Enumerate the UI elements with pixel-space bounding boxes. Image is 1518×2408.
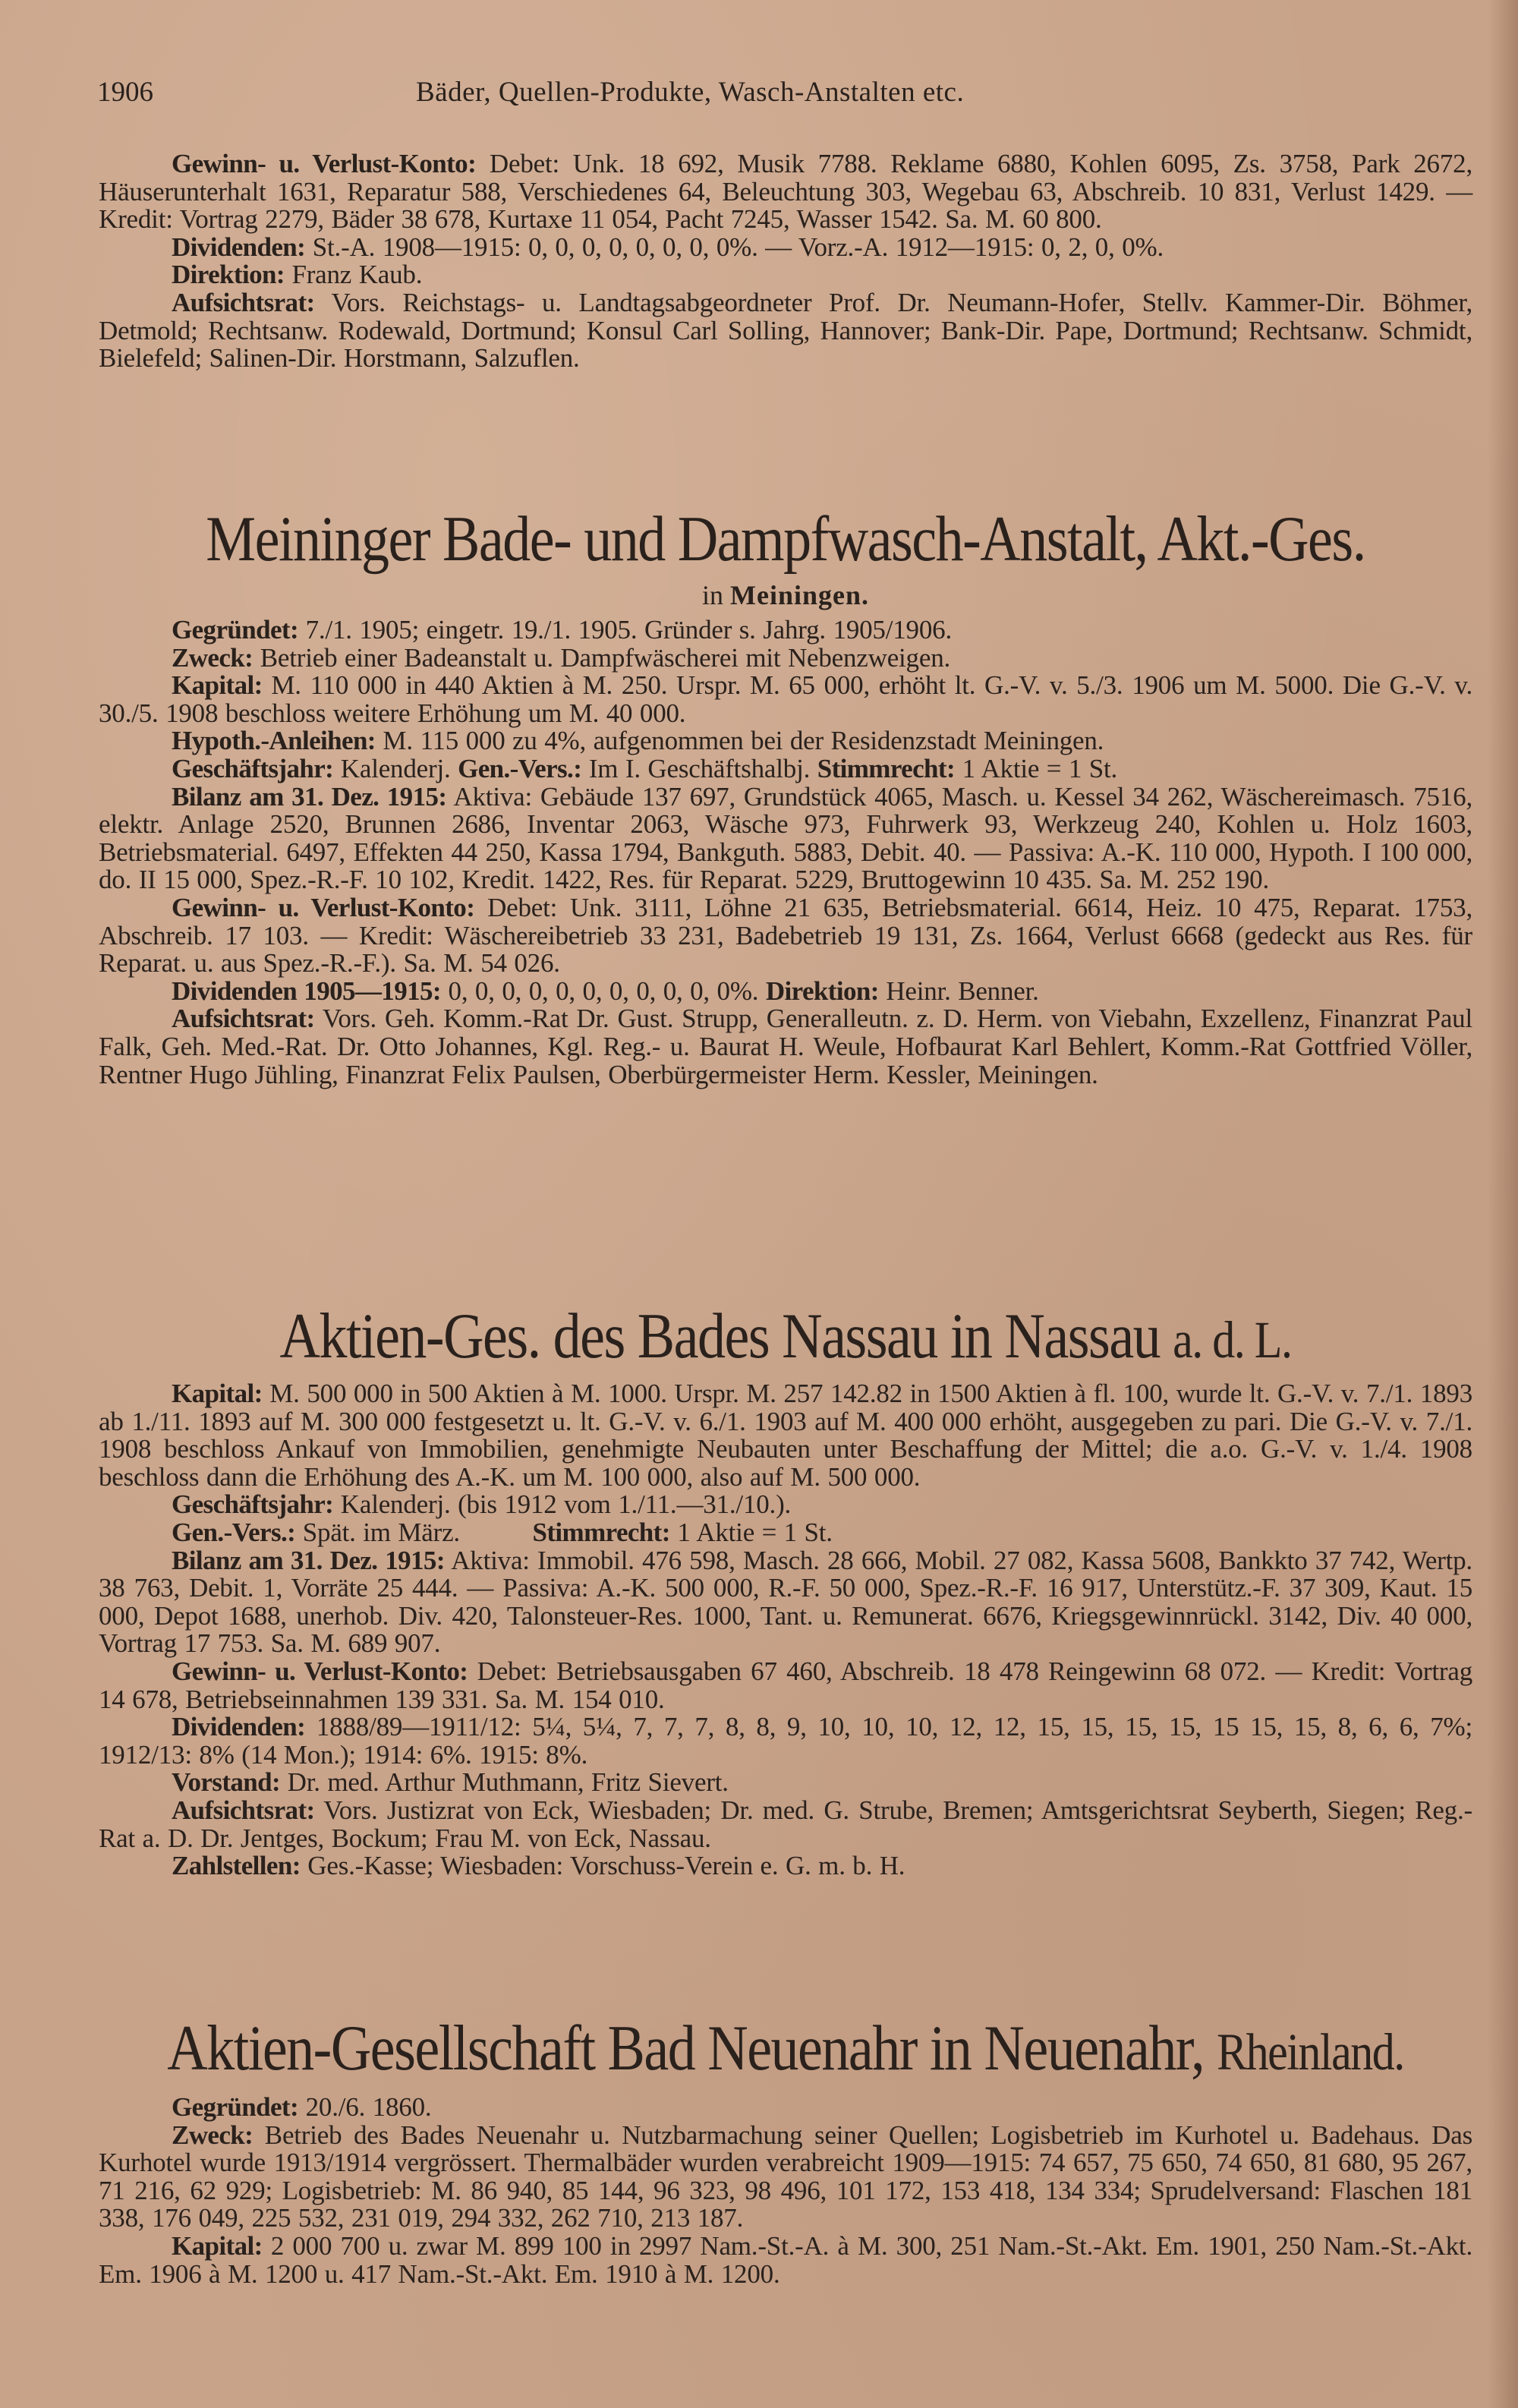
- running-title: Bäder, Quellen-Produkte, Wasch-Anstalten etc.: [416, 77, 965, 108]
- paragraph-direktion: [99, 261, 1472, 289]
- page-edge-shadow: [1488, 0, 1518, 2408]
- text: Aktiva: Immobil. 476 598, Masch. 28 666, Mobil. 27 082, Kassa 5608, Bankkto 37 742, Wertp. 38 763, Debit. 1, Vorräte 25 444. — Passiva: A.-K. 500 000, R.-F. 50 000, Spez.-R.-F. 16 917, Unterstütz.-F. 37 309, Kaut. 15 000, Depot 1688, unerhob. Div. 420, Talonsteuer-Res. 1000, Tant. u. Remunerat. 6676, Kriegsgewinnrückl. 3142, Div. 40 000, Vortrag 17 753. Sa. M. 689 907.: [99, 1545, 1472, 1659]
- text: Vors. Justizrat von Eck, Wiesbaden; Dr. med. G. Strube, Bremen; Amtsgerichtsrat Seyberth, Siegen; Reg.-Rat a. D. Dr. Jentges, Bockum; Frau M. von Eck, Nassau.: [99, 1795, 1472, 1853]
- label: Aufsichtsrat:: [172, 1795, 315, 1825]
- label: Zweck:: [172, 2120, 254, 2150]
- paragraph-bilanz: [99, 1547, 1472, 1658]
- label: Gen.-Vers.:: [172, 1517, 296, 1547]
- text: Kalenderj. (bis 1912 vom 1./11.—31./10.).: [333, 1489, 792, 1520]
- page-number: 1906: [97, 77, 153, 108]
- label: Dividenden:: [172, 232, 306, 262]
- label: Gewinn- u. Verlust-Konto:: [172, 149, 477, 178]
- label: Geschäftsjahr:: [172, 1489, 334, 1520]
- label: Zweck:: [172, 642, 254, 673]
- paragraph-aufsichtsrat: [99, 1797, 1472, 1852]
- text: 1 Aktie = 1 St.: [955, 753, 1118, 783]
- label: Aufsichtsrat:: [172, 1004, 315, 1034]
- text: Heinr. Benner.: [878, 975, 1039, 1006]
- entry-meininger: [99, 503, 1472, 1089]
- text: Vors. Reichstags- u. Landtagsabgeordneter Prof. Dr. Neumann-Hofer, Stellv. Kammer-Dir. Böhmer, Detmold; Rechtsanw. Rodewald, Dortmund; Konsul Carl Solling, Hannover; Bank-Dir. Pape, Dortmund; Rechtsanw. Schmidt, Bielefeld; Salinen-Dir. Horstmann, Salzuflen.: [99, 287, 1472, 373]
- label: Hypoth.-Anleihen:: [172, 726, 376, 756]
- title-text: Meininger Bade- und Dampfwasch-Anstalt, Akt.-Ges.: [206, 503, 1365, 575]
- location-prefix: in: [701, 580, 723, 610]
- label: Vorstand:: [172, 1767, 281, 1798]
- text: Debet: Unk. 18 692, Musik 7788. Reklame 6880, Kohlen 6095, Zs. 3758, Park 2672, Häuserunterhalt 1631, Reparatur 588, Verschiedenes 64, Beleuchtung 303, Wegebau 63, Abschreib. 10 831, Verlust 1429. — Kredit: Vortrag 2279, Bäder 38 678, Kurtaxe 11 054, Pacht 7245, Wasser 1542. Sa. M. 60 800.: [99, 149, 1473, 235]
- paragraph-kapital: [99, 2230, 1472, 2289]
- paragraph-gewinn-verlust: [99, 894, 1472, 978]
- label: Geschäftsjahr:: [172, 753, 334, 783]
- entry-title: [99, 1300, 1472, 1376]
- label: Kapital:: [172, 2230, 263, 2261]
- text: Im I. Geschäftshalbj.: [581, 753, 817, 783]
- label: Stimmrecht:: [532, 1517, 670, 1547]
- text: Spät. im März.: [295, 1517, 533, 1547]
- paragraph-kapital: [99, 672, 1472, 727]
- text: M. 110 000 in 440 Aktien à M. 250. Urspr. M. 65 000, erhöht lt. G.-V. v. 5./3. 1906 um M. 5000. Die G.-V. v. 30./5. 1908 beschloss weitere Erhöhung um M. 40 000.: [99, 670, 1472, 728]
- paragraph-bilanz: [99, 783, 1472, 894]
- text: Debet: Unk. 3111, Löhne 21 635, Betriebsmaterial. 6614, Heiz. 10 475, Reparat. 1753, Abschreib. 17 103. — Kredit: Wäschereibetrieb 33 231, Badebetrieb 19 131, Zs. 1664, Verlust 6668 (gedeckt aus Res. für Reparat. u. aus Spez.-R.-F.). Sa. M. 54 026.: [99, 892, 1472, 979]
- text: M. 500 000 in 500 Aktien à M. 1000. Urspr. M. 257 142.82 in 1500 Aktien à fl. 100, wurde lt. G.-V. v. 7./1. 1893 ab 1./11. 1893 auf M. 300 000 festgesetzt u. lt. G.-V. v. 6./1. 1903 auf M. 400 000 erhöht, ausgegeben zu pari. Die G.-V. v. 7./1. 1908 beschloss Ankauf von Immobilien, genehmigte Neubauten unter Beschaffung der Mittel; die a.o. G.-V. v. 1./4. 1908 beschloss dann die Erhöhung des A.-K. um M. 100 000, also auf M. 500 000.: [99, 1379, 1472, 1492]
- text: Betrieb des Bades Neuenahr u. Nutzbarmachung seiner Quellen; Logisbetrieb im Kurhotel u. Badehaus. Das Kurhotel wurde 1913/1914 vergrössert. Thermalbäder wurden verabreicht 1909—1915: 74 657, 75 650, 74 650, 81 680, 95 267, 71 216, 62 929; Logisbetrieb: M. 86 940, 85 144, 96 323, 98 496, 101 172, 153 418, 134 334; Sprudelversand: Flaschen 181 338, 176 049, 225 532, 231 019, 294 332, 262 710, 213 187.: [99, 2120, 1472, 2233]
- entry-title: [99, 503, 1472, 576]
- page-header: [97, 76, 1471, 114]
- entry-location: [99, 580, 1472, 610]
- text: 1888/89—1911/12: 5¼, 5¼, 7, 7, 7, 8, 8, 9, 10, 10, 10, 12, 12, 15, 15, 15, 15, 15 15, 15, 8, 6, 6, 7%; 1912/13: 8% (14 Mon.); 1914: 6%. 1915: 8%.: [99, 1712, 1472, 1770]
- label: Aufsichtsrat:: [172, 287, 315, 317]
- paragraph-hypoth-anleihen: [99, 727, 1472, 755]
- title-suffix: Rheinland.: [1217, 2022, 1404, 2081]
- paragraph-zahlstellen: [99, 1852, 1472, 1880]
- label: Dividenden:: [172, 1712, 306, 1742]
- entry-continuation: [99, 150, 1472, 373]
- title-suffix: a. d. L.: [1173, 1310, 1292, 1369]
- text: 2 000 700 u. zwar M. 899 100 in 2997 Nam.-St.-A. à M. 300, 251 Nam.-St.-Akt. Em. 1901, 250 Nam.-St.-Akt. Em. 1906 à M. 1200 u. 417 Nam.-St.-Akt. Em. 1910 à M. 1200.: [99, 2230, 1472, 2289]
- paragraph-gewinn-verlust: [99, 1658, 1472, 1713]
- text: Aktiva: Gebäude 137 697, Grundstück 4065, Masch. u. Kessel 34 262, Wäschereimasch. 7516, elektr. Anlage 2520, Brunnen 2686, Inventar 2063, Wäsche 973, Fuhrwerk 93, Werkzeug 240, Kohlen u. Holz 1603, Betriebsmaterial. 6497, Effekten 44 250, Kassa 1794, Bankguth. 5883, Debit. 40. — Passiva: A.-K. 110 000, Hypoth. I 100 000, do. II 15 000, Spez.-R.-F. 10 102, Kredit. 1422, Res. für Reparat. 5229, Bruttogewinn 10 435. Sa. M. 252 190.: [99, 781, 1472, 895]
- paragraph-dividenden: [99, 975, 1472, 1006]
- text: St.-A. 1908—1915: 0, 0, 0, 0, 0, 0, 0, 0%. — Vorz.-A. 1912—1915: 0, 2, 0, 0%.: [305, 232, 1164, 262]
- title-text: Aktien-Gesellschaft Bad Neuenahr in Neuenahr,: [167, 2012, 1205, 2085]
- text: Franz Kaub.: [284, 260, 423, 290]
- label: Gewinn- u. Verlust-Konto:: [172, 1656, 468, 1686]
- paragraph-kapital: [99, 1380, 1472, 1491]
- text: Betrieb einer Badeanstalt u. Dampfwäscherei mit Nebenzweigen.: [253, 642, 951, 673]
- entry-neuenahr: [99, 2012, 1472, 2288]
- text: Vors. Geh. Komm.-Rat Dr. Gust. Strupp, Generalleutn. z. D. Herm. von Viebahn, Exzellenz, Finanzrat Paul Falk, Geh. Med.-Rat. Dr. Otto Johannes, Kgl. Reg.- u. Baurat H. Weule, Hofbaurat Karl Behlert, Komm.-Rat Gottfried Völler, Rentner Hugo Jühling, Finanzrat Felix Paulsen, Oberbürgermeister Herm. Kessler, Meiningen.: [99, 1004, 1472, 1089]
- text: Ges.-Kasse; Wiesbaden: Vorschuss-Verein e. G. m. b. H.: [300, 1851, 905, 1881]
- paragraph-gegruendet: [99, 616, 1472, 645]
- text: 7./1. 1905; eingetr. 19./1. 1905. Gründer s. Jahrg. 1905/1906.: [298, 615, 953, 645]
- paragraph-vorstand: [99, 1769, 1472, 1797]
- location-place: Meiningen.: [730, 580, 870, 610]
- text: Debet: Betriebsausgaben 67 460, Abschreib. 18 478 Reingewinn 68 072. — Kredit: Vortrag 14 678, Betriebseinnahmen 139 331. Sa. M. 154 010.: [99, 1656, 1472, 1714]
- label: Zahlstellen:: [172, 1851, 301, 1881]
- label: Direktion:: [172, 260, 285, 290]
- paragraph-dividenden: [99, 234, 1472, 262]
- label: Kapital:: [172, 670, 263, 701]
- paragraph-aufsichtsrat: [99, 289, 1472, 373]
- label: Direktion:: [765, 975, 879, 1006]
- paragraph-gen-vers: [99, 1519, 1472, 1547]
- text: 0, 0, 0, 0, 0, 0, 0, 0, 0, 0, 0%.: [440, 975, 766, 1006]
- label: Gegründet:: [172, 615, 299, 645]
- text: Kalenderj.: [333, 753, 458, 783]
- paragraph-gegruendet: [99, 2094, 1472, 2122]
- label: Kapital:: [172, 1379, 263, 1408]
- label: Bilanz am 31. Dez. 1915:: [172, 781, 447, 812]
- paragraph-gewinn-verlust: [99, 150, 1472, 234]
- paragraph-aufsichtsrat: [99, 1005, 1472, 1089]
- title-text: Aktien-Ges. des Bades Nassau in Nassau: [279, 1300, 1161, 1373]
- paragraph-zweck: [99, 2122, 1472, 2233]
- paragraph-geschaeftsjahr: [99, 755, 1472, 783]
- paragraph-dividenden: [99, 1713, 1472, 1769]
- label: Gen.-Vers.:: [458, 753, 582, 783]
- text: M. 115 000 zu 4%, aufgenommen bei der Residenzstadt Meiningen.: [375, 726, 1104, 756]
- label: Bilanz am 31. Dez. 1915:: [172, 1545, 445, 1575]
- entry-nassau: [99, 1300, 1472, 1880]
- text: 1 Aktie = 1 St.: [669, 1517, 833, 1547]
- entry-title: [99, 2012, 1472, 2088]
- label: Stimmrecht:: [817, 753, 956, 783]
- paragraph-geschaeftsjahr: [99, 1491, 1472, 1519]
- label: Dividenden 1905—1915:: [172, 975, 441, 1006]
- text: Dr. med. Arthur Muthmann, Fritz Sievert.: [280, 1767, 729, 1798]
- label: Gegründet:: [172, 2092, 299, 2122]
- text: 20./6. 1860.: [298, 2092, 432, 2122]
- label: Gewinn- u. Verlust-Konto:: [172, 892, 475, 922]
- paragraph-zweck: [99, 642, 1472, 673]
